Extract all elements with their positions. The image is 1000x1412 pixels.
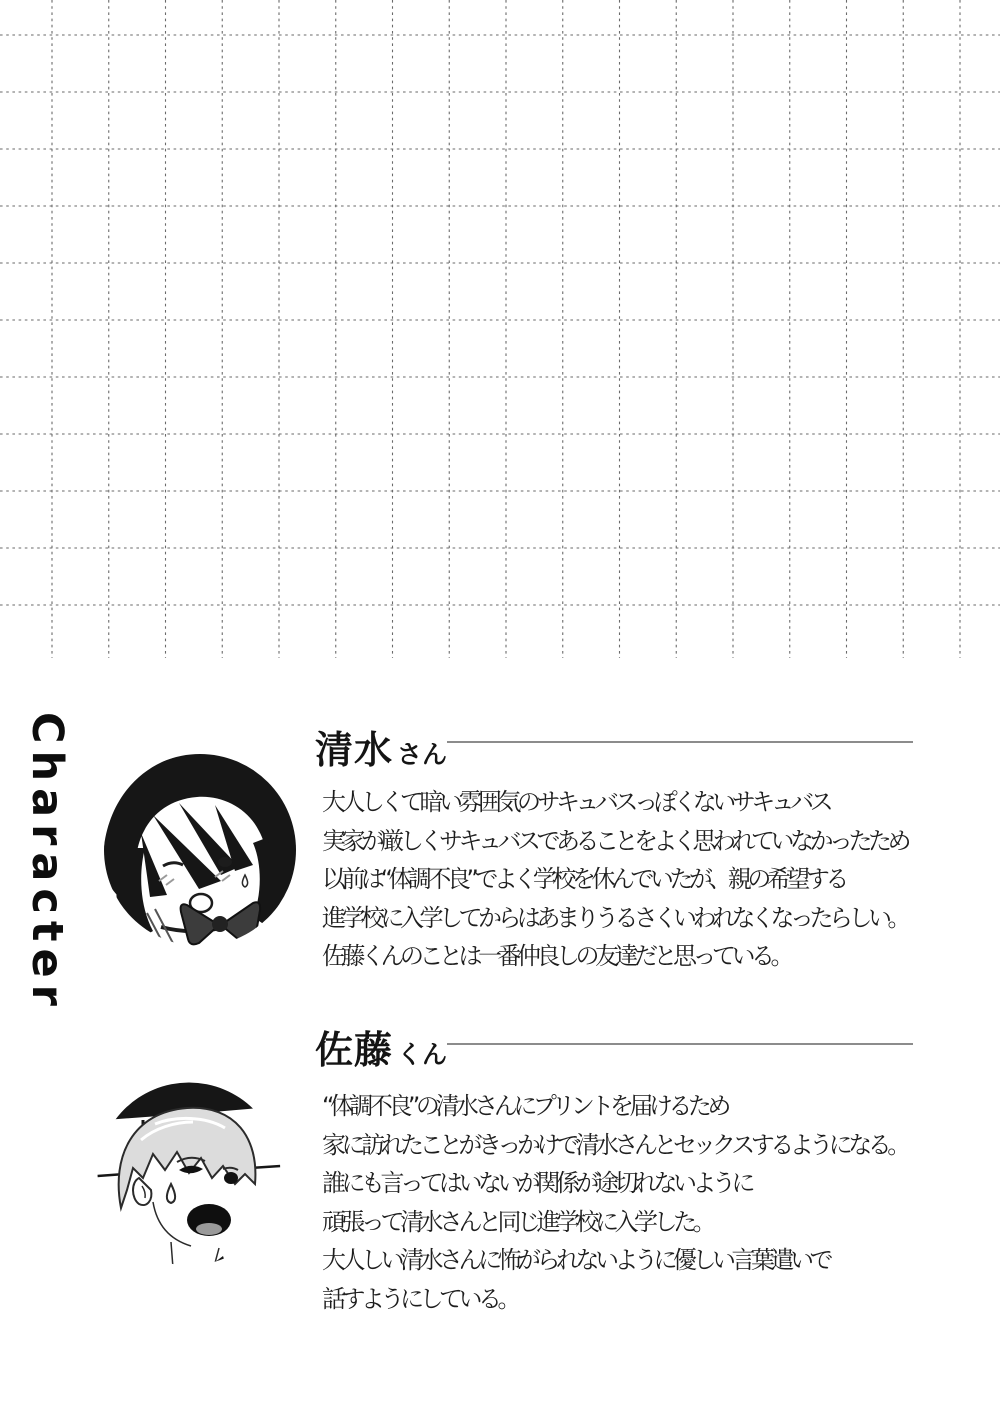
description-line: 大人しくて暗い雰囲気のサキュバスっぽくないサキュバス bbox=[322, 788, 830, 816]
description-line: 進学校に入学してからはあまりうるさくいわれなくなったらしい。 bbox=[322, 903, 907, 932]
name-honorific: さん bbox=[397, 740, 448, 769]
description-line: 頑張って清水さんと同じ進学校に入学した。 bbox=[322, 1207, 712, 1236]
character-portrait-shimizu bbox=[103, 753, 297, 947]
satou-portrait-image bbox=[95, 1080, 283, 1268]
description-line: 誰にも言ってはいないが関係が途切れないように bbox=[322, 1169, 751, 1198]
dashed-grid-background bbox=[0, 0, 1000, 660]
description-line: 大人しい清水さんに怖がられないように優しい言葉遣いで bbox=[322, 1246, 829, 1275]
description-line: 話すようにしている。 bbox=[322, 1284, 517, 1313]
description-satou bbox=[322, 1087, 962, 1319]
name-rule bbox=[447, 741, 913, 743]
name-kanji: 清水 bbox=[315, 727, 394, 772]
name-kanji: 佐藤 bbox=[315, 1027, 394, 1072]
vertical-title: Character bbox=[22, 712, 72, 1013]
name-rule bbox=[447, 1043, 913, 1045]
description-shimizu bbox=[322, 783, 962, 976]
description-line: 佐藤くんのことは一番仲良しの友達だと思っている。 bbox=[322, 942, 790, 971]
description-line: 以前は“体調不良”でよく学校を休んでいたが、親の希望する bbox=[322, 865, 845, 894]
character-name-shimizu bbox=[315, 719, 447, 774]
description-line: “体調不良”の清水さんにプリントを届けるため bbox=[322, 1092, 727, 1120]
description-line: 実家が厳しくサキュバスであることをよく思われていなかったため bbox=[322, 826, 907, 855]
character-name-satou bbox=[315, 1019, 447, 1074]
shimizu-portrait-image bbox=[103, 753, 297, 947]
description-line: 家に訪れたことがきっかけで清水さんとセックスするようになる。 bbox=[322, 1130, 907, 1159]
character-portrait-satou bbox=[95, 1080, 283, 1268]
name-honorific: くん bbox=[397, 1040, 448, 1069]
